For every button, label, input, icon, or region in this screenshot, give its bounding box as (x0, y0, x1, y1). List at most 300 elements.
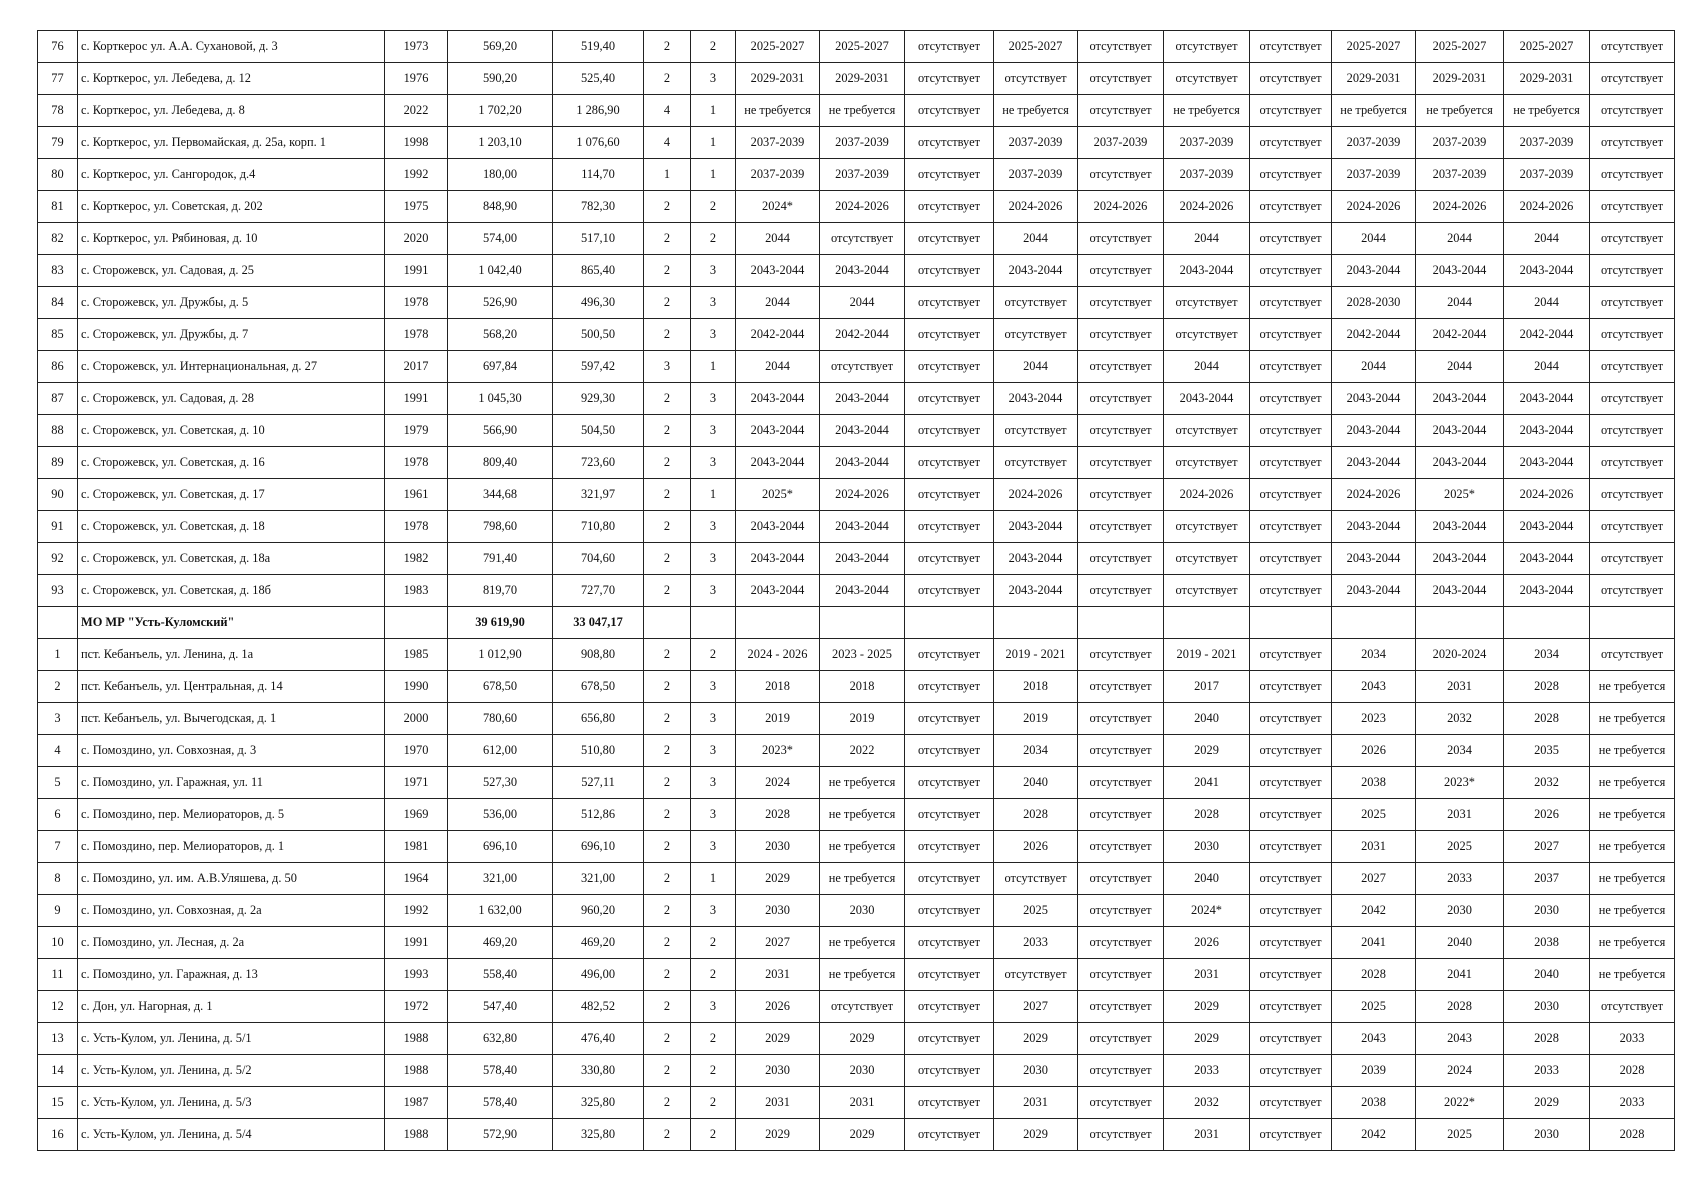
table-cell: 710,80 (553, 511, 644, 543)
table-cell: 330,80 (553, 1055, 644, 1087)
table-cell: 2 (644, 863, 691, 895)
table-cell: 2043-2044 (736, 543, 820, 575)
table-cell: 697,84 (448, 351, 553, 383)
table-cell: 2043 (1332, 671, 1416, 703)
address-cell: с. Корткерос, ул. Сангородок, д.4 (78, 159, 385, 191)
table-cell: 2028 (736, 799, 820, 831)
table-cell: 1 (691, 351, 736, 383)
table-cell: 2043-2044 (1332, 255, 1416, 287)
table-cell: отсутствует (1078, 31, 1164, 63)
table-cell: отсутствует (1164, 511, 1250, 543)
table-cell: 2031 (736, 959, 820, 991)
table-cell: 2043-2044 (1416, 511, 1504, 543)
table-cell: 2030 (820, 1055, 905, 1087)
table-cell: 908,80 (553, 639, 644, 671)
table-cell: 2022 (820, 735, 905, 767)
table-row (38, 543, 1675, 575)
address-cell: с. Помоздино, ул. Лесная, д. 2а (78, 927, 385, 959)
table-cell: отсутствует (1590, 415, 1675, 447)
table-cell: отсутствует (1078, 319, 1164, 351)
table-cell: 2029-2031 (1416, 63, 1504, 95)
table-cell: 1998 (385, 127, 448, 159)
table-cell: 2024* (736, 191, 820, 223)
table-cell: 1 (644, 159, 691, 191)
table-cell: 2 (691, 927, 736, 959)
row-number-cell: 4 (38, 735, 78, 767)
table-cell: 1981 (385, 831, 448, 863)
table-cell: 2031 (1416, 799, 1504, 831)
table-cell: 321,97 (553, 479, 644, 511)
table-cell: 2037 (1504, 863, 1590, 895)
table-cell: 2024-2026 (1416, 191, 1504, 223)
table-row (38, 1119, 1675, 1151)
table-cell: 2043-2044 (1332, 447, 1416, 479)
table-cell: отсутствует (1164, 575, 1250, 607)
table-cell: отсутствует (994, 63, 1078, 95)
table-cell: 1970 (385, 735, 448, 767)
table-row (38, 959, 1675, 991)
table-cell: 2031 (1164, 959, 1250, 991)
table-cell: 2043-2044 (1416, 415, 1504, 447)
table-cell: отсутствует (1590, 95, 1675, 127)
table-cell: 2042-2044 (1504, 319, 1590, 351)
table-cell: 39 619,90 (448, 607, 553, 639)
table-cell: 2023 (1332, 703, 1416, 735)
table-cell: 2000 (385, 703, 448, 735)
table-cell: 2024-2026 (994, 479, 1078, 511)
table-cell: 180,00 (448, 159, 553, 191)
table-row (38, 159, 1675, 191)
table-cell: 2030 (1504, 895, 1590, 927)
table-cell: 1 (691, 479, 736, 511)
table-cell: 2 (691, 223, 736, 255)
table-cell: 321,00 (448, 863, 553, 895)
table-cell: 2 (644, 255, 691, 287)
table-cell: 2 (644, 191, 691, 223)
table-cell: отсутствует (1590, 255, 1675, 287)
table-cell: 2034 (1332, 639, 1416, 671)
table-cell: отсутствует (1590, 63, 1675, 95)
table-cell: 2029 (994, 1023, 1078, 1055)
table-cell: отсутствует (905, 863, 994, 895)
table-cell: 2031 (820, 1087, 905, 1119)
table-cell: 2028 (1504, 1023, 1590, 1055)
table-cell: 2043-2044 (820, 447, 905, 479)
table-cell: 2024-2026 (1504, 191, 1590, 223)
table-cell: отсутствует (905, 31, 994, 63)
table-cell: 2028 (1504, 671, 1590, 703)
table-cell: 2040 (1164, 863, 1250, 895)
table-cell: отсутствует (1078, 287, 1164, 319)
table-cell: 2043 (1332, 1023, 1416, 1055)
table-cell: отсутствует (1078, 223, 1164, 255)
table-cell: 2024-2026 (820, 191, 905, 223)
table-row (38, 1055, 1675, 1087)
address-cell: МО МР "Усть-Куломский" (78, 607, 385, 639)
table-cell: отсутствует (1250, 191, 1332, 223)
table-cell: 2044 (1332, 351, 1416, 383)
table-cell (736, 607, 820, 639)
table-cell: 2 (691, 31, 736, 63)
table-cell: 1 045,30 (448, 383, 553, 415)
table-cell: 2024 (1416, 1055, 1504, 1087)
table-cell: 1985 (385, 639, 448, 671)
table-cell: 2043-2044 (1504, 383, 1590, 415)
table-cell: не требуется (1590, 767, 1675, 799)
address-cell: с. Корткерос, ул. Лебедева, д. 12 (78, 63, 385, 95)
table-cell: 2043-2044 (736, 255, 820, 287)
table-cell: отсутствует (905, 831, 994, 863)
table-cell: отсутствует (1078, 415, 1164, 447)
table-cell: 568,20 (448, 319, 553, 351)
table-cell: отсутствует (820, 351, 905, 383)
table-cell: 2 (691, 191, 736, 223)
table-cell: 2029 (736, 863, 820, 895)
address-cell: с. Сторожевск, ул. Садовая, д. 25 (78, 255, 385, 287)
table-cell: 597,42 (553, 351, 644, 383)
table-cell: 469,20 (553, 927, 644, 959)
table-row (38, 31, 1675, 63)
table-cell: 696,10 (553, 831, 644, 863)
table-cell (644, 607, 691, 639)
table-cell: отсутствует (1078, 447, 1164, 479)
table-row (38, 191, 1675, 223)
table-cell: отсутствует (994, 959, 1078, 991)
table-cell: 2025-2027 (1416, 31, 1504, 63)
table-cell: 1 (691, 95, 736, 127)
table-cell: 3 (691, 575, 736, 607)
table-cell (1078, 607, 1164, 639)
table-cell: 2043-2044 (820, 255, 905, 287)
table-cell: 632,80 (448, 1023, 553, 1055)
table-cell: 496,00 (553, 959, 644, 991)
row-number-cell: 86 (38, 351, 78, 383)
table-row (38, 127, 1675, 159)
table-cell (1590, 607, 1675, 639)
table-cell: отсутствует (905, 927, 994, 959)
table-cell: 2 (644, 575, 691, 607)
table-cell: 2029 (1164, 991, 1250, 1023)
table-cell: 3 (691, 319, 736, 351)
table-cell: 2 (644, 1119, 691, 1151)
table-cell: не требуется (736, 95, 820, 127)
table-cell: отсутствует (905, 95, 994, 127)
table-cell: 2030 (994, 1055, 1078, 1087)
table-cell: отсутствует (905, 415, 994, 447)
table-cell: 325,80 (553, 1119, 644, 1151)
table-cell: отсутствует (1590, 127, 1675, 159)
table-cell: 1978 (385, 511, 448, 543)
row-number-cell: 81 (38, 191, 78, 223)
table-cell: 704,60 (553, 543, 644, 575)
table-cell (994, 607, 1078, 639)
table-cell: 2043-2044 (736, 383, 820, 415)
row-number-cell: 89 (38, 447, 78, 479)
table-cell: 2028 (1416, 991, 1504, 1023)
table-cell: 33 047,17 (553, 607, 644, 639)
table-cell: отсутствует (905, 703, 994, 735)
table-cell: отсутствует (905, 767, 994, 799)
address-cell: пст. Кебанъель, ул. Вычегодская, д. 1 (78, 703, 385, 735)
table-cell: 1 632,00 (448, 895, 553, 927)
table-cell: отсутствует (1078, 351, 1164, 383)
row-number-cell: 2 (38, 671, 78, 703)
address-cell: с. Сторожевск, ул. Советская, д. 17 (78, 479, 385, 511)
table-cell: отсутствует (1250, 1087, 1332, 1119)
table-cell: 2 (644, 639, 691, 671)
table-cell: отсутствует (994, 447, 1078, 479)
table-cell: 2024-2026 (1332, 479, 1416, 511)
table-cell: 2020-2024 (1416, 639, 1504, 671)
table-cell: 2033 (1590, 1087, 1675, 1119)
table-cell: 2044 (1164, 223, 1250, 255)
table-cell: 2042-2044 (1416, 319, 1504, 351)
table-cell: отсутствует (1250, 575, 1332, 607)
table-cell: 2043-2044 (1164, 255, 1250, 287)
table-cell (691, 607, 736, 639)
address-cell: с. Помоздино, пер. Мелиораторов, д. 5 (78, 799, 385, 831)
address-cell: с. Корткерос, ул. Рябиновая, д. 10 (78, 223, 385, 255)
table-cell: 2020 (385, 223, 448, 255)
table-cell: отсутствует (1590, 223, 1675, 255)
table-cell: 3 (644, 351, 691, 383)
table-cell: 3 (691, 703, 736, 735)
table-cell: 2043-2044 (1416, 383, 1504, 415)
table-cell: 2024-2026 (820, 479, 905, 511)
table-cell: 2029 (820, 1119, 905, 1151)
table-row (38, 319, 1675, 351)
table-cell: 2034 (1416, 735, 1504, 767)
table-cell: 3 (691, 287, 736, 319)
table-cell: 2042-2044 (820, 319, 905, 351)
table-cell: отсутствует (1078, 1023, 1164, 1055)
row-number-cell: 93 (38, 575, 78, 607)
table-cell: отсутствует (905, 159, 994, 191)
table-cell: 2030 (1504, 1119, 1590, 1151)
table-cell: 2023 - 2025 (820, 639, 905, 671)
table-cell: 2033 (1504, 1055, 1590, 1087)
table-cell: 344,68 (448, 479, 553, 511)
table-cell: отсутствует (1078, 1087, 1164, 1119)
table-cell: 3 (691, 447, 736, 479)
table-cell: 569,20 (448, 31, 553, 63)
table-cell: 2039 (1332, 1055, 1416, 1087)
table-cell: отсутствует (1250, 255, 1332, 287)
table-cell: отсутствует (1078, 863, 1164, 895)
table-cell: 2043-2044 (1504, 575, 1590, 607)
table-row (38, 927, 1675, 959)
table-cell: 2037-2039 (1504, 159, 1590, 191)
table-cell (1250, 607, 1332, 639)
table-cell: 2 (644, 383, 691, 415)
table-cell: 2025-2027 (736, 31, 820, 63)
table-cell: 2031 (1416, 671, 1504, 703)
table-cell: отсутствует (1164, 415, 1250, 447)
row-number-cell: 76 (38, 31, 78, 63)
row-number-cell: 7 (38, 831, 78, 863)
table-cell: отсутствует (1590, 639, 1675, 671)
table-cell: 2019 (820, 703, 905, 735)
table-cell: 2032 (1504, 767, 1590, 799)
table-cell: 2024-2026 (1078, 191, 1164, 223)
table-cell: 2043-2044 (820, 511, 905, 543)
table-cell: 848,90 (448, 191, 553, 223)
table-cell: 2 (644, 735, 691, 767)
table-cell: 1987 (385, 1087, 448, 1119)
table-row (38, 863, 1675, 895)
table-cell: 2025 (1332, 799, 1416, 831)
table-cell: не требуется (820, 831, 905, 863)
table-cell: 678,50 (448, 671, 553, 703)
table-cell: не требуется (820, 799, 905, 831)
address-cell: с. Сторожевск, ул. Советская, д. 16 (78, 447, 385, 479)
table-cell: 2029 (736, 1119, 820, 1151)
address-cell: с. Помоздино, ул. им. А.В.Уляшева, д. 50 (78, 863, 385, 895)
table-cell: 2033 (1164, 1055, 1250, 1087)
table-cell: отсутствует (820, 991, 905, 1023)
table-cell: 2 (644, 1023, 691, 1055)
table-row (38, 415, 1675, 447)
address-cell: с. Усть-Кулом, ул. Ленина, д. 5/2 (78, 1055, 385, 1087)
table-cell: отсутствует (1250, 159, 1332, 191)
table-cell: 2031 (1164, 1119, 1250, 1151)
address-cell: с. Помоздино, ул. Совхозная, д. 2а (78, 895, 385, 927)
table-cell: 1 286,90 (553, 95, 644, 127)
table-cell: 2 (691, 1087, 736, 1119)
table-cell: 1964 (385, 863, 448, 895)
table-cell: 2030 (820, 895, 905, 927)
table-cell: 1969 (385, 799, 448, 831)
row-number-cell: 84 (38, 287, 78, 319)
table-cell: отсутствует (1164, 287, 1250, 319)
table-cell: отсутствует (1250, 799, 1332, 831)
table-cell: 2037-2039 (994, 159, 1078, 191)
table-cell: 2030 (736, 895, 820, 927)
table-cell: отсутствует (1590, 479, 1675, 511)
table-cell: 2023* (736, 735, 820, 767)
table-cell: 3 (691, 255, 736, 287)
table-cell (385, 607, 448, 639)
table-cell: 2 (644, 543, 691, 575)
table-cell: 2043-2044 (1504, 415, 1590, 447)
table-cell: отсутствует (1250, 351, 1332, 383)
table-cell: отсутствует (1590, 159, 1675, 191)
row-number-cell: 8 (38, 863, 78, 895)
table-cell: отсутствует (1250, 703, 1332, 735)
table-row (38, 383, 1675, 415)
table-cell: отсутствует (905, 127, 994, 159)
row-number-cell: 91 (38, 511, 78, 543)
table-cell: 2031 (736, 1087, 820, 1119)
table-row (38, 447, 1675, 479)
table-cell: 2037-2039 (1504, 127, 1590, 159)
table-cell: 3 (691, 895, 736, 927)
table-cell: 2043-2044 (736, 575, 820, 607)
address-cell: с. Корткерос ул. А.А. Сухановой, д. 3 (78, 31, 385, 63)
table-cell: 1 702,20 (448, 95, 553, 127)
table-cell: 2026 (1164, 927, 1250, 959)
table-row (38, 287, 1675, 319)
table-cell: 2025-2027 (994, 31, 1078, 63)
table-cell: не требуется (1590, 895, 1675, 927)
address-cell: с. Сторожевск, ул. Советская, д. 18б (78, 575, 385, 607)
table-cell: 2028 (1504, 703, 1590, 735)
table-cell: 2044 (994, 351, 1078, 383)
table-cell: отсутствует (905, 191, 994, 223)
table-cell: 3 (691, 511, 736, 543)
table-cell: 2024-2026 (1164, 191, 1250, 223)
table-cell: 2028 (1332, 959, 1416, 991)
row-number-cell: 14 (38, 1055, 78, 1087)
table-cell: 2027 (736, 927, 820, 959)
table-cell: 3 (691, 991, 736, 1023)
table-cell: отсутствует (905, 63, 994, 95)
table-cell: 2 (691, 1055, 736, 1087)
table-cell: отсутствует (905, 543, 994, 575)
table-cell: 2028 (1590, 1119, 1675, 1151)
table-cell: 3 (691, 383, 736, 415)
table-cell: 525,40 (553, 63, 644, 95)
table-cell: 2017 (385, 351, 448, 383)
table-cell: 2028-2030 (1332, 287, 1416, 319)
table-cell: 1 042,40 (448, 255, 553, 287)
table-cell: 2 (691, 639, 736, 671)
table-cell: 798,60 (448, 511, 553, 543)
table-cell: 2043-2044 (1504, 511, 1590, 543)
table-cell: 578,40 (448, 1087, 553, 1119)
table-cell: 2043-2044 (1332, 511, 1416, 543)
table-cell: отсутствует (905, 671, 994, 703)
table-cell: отсутствует (1078, 159, 1164, 191)
table-cell: 2029-2031 (820, 63, 905, 95)
table-cell: 2025 (1416, 831, 1504, 863)
table-cell: 2040 (1504, 959, 1590, 991)
table-cell: отсутствует (1590, 543, 1675, 575)
table-cell: 2037-2039 (820, 159, 905, 191)
table-cell: не требуется (820, 767, 905, 799)
table-cell: отсутствует (1078, 479, 1164, 511)
row-number-cell: 13 (38, 1023, 78, 1055)
address-cell: с. Усть-Кулом, ул. Ленина, д. 5/3 (78, 1087, 385, 1119)
table-cell: 526,90 (448, 287, 553, 319)
table-cell: 3 (691, 735, 736, 767)
table-cell: 2028 (1590, 1055, 1675, 1087)
table-cell: не требуется (1590, 927, 1675, 959)
row-number-cell: 83 (38, 255, 78, 287)
table-cell: 2038 (1504, 927, 1590, 959)
table-cell: 2 (644, 415, 691, 447)
table-cell: 2043-2044 (1332, 543, 1416, 575)
table-row (38, 991, 1675, 1023)
table-cell: 1 012,90 (448, 639, 553, 671)
table-cell: отсутствует (1250, 543, 1332, 575)
table-cell: 2029 (1164, 1023, 1250, 1055)
address-cell: с. Корткерос, ул. Лебедева, д. 8 (78, 95, 385, 127)
table-cell: 2 (691, 1119, 736, 1151)
table-cell: 2028 (994, 799, 1078, 831)
table-cell: 510,80 (553, 735, 644, 767)
table-cell: 2037-2039 (820, 127, 905, 159)
table-cell: не требуется (1590, 831, 1675, 863)
row-number-cell: 6 (38, 799, 78, 831)
address-cell: с. Сторожевск, ул. Советская, д. 10 (78, 415, 385, 447)
table-cell: 2044 (736, 287, 820, 319)
table-cell: отсутствует (905, 223, 994, 255)
row-number-cell: 11 (38, 959, 78, 991)
table-cell: 2029-2031 (1504, 63, 1590, 95)
table-cell (820, 607, 905, 639)
table-row (38, 1023, 1675, 1055)
